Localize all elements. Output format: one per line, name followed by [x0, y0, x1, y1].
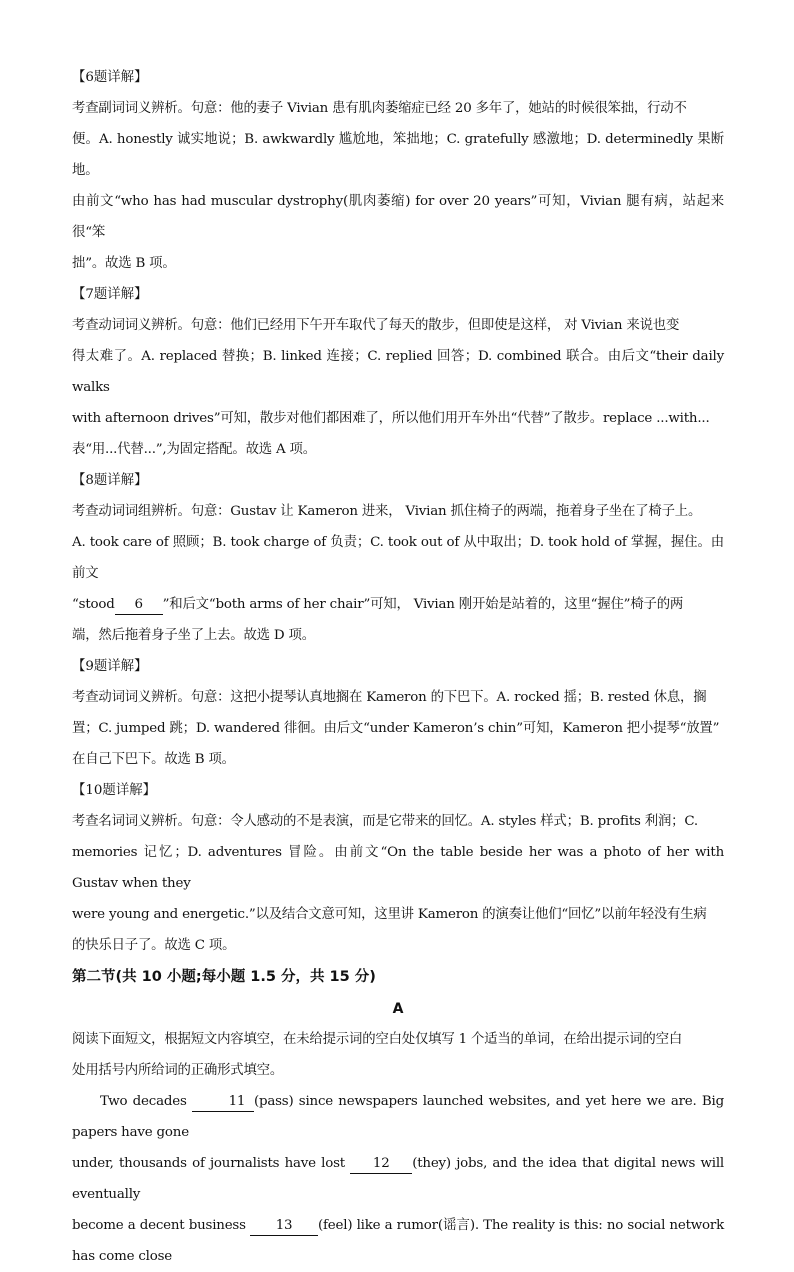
passage-line-1 — [72, 1086, 724, 1148]
answer-blank-13: 13 — [250, 1217, 318, 1236]
passage-line-2-post: (they) jobs, and the idea that digital news will eventually — [72, 1156, 724, 1202]
document-page — [72, 62, 724, 1272]
instructions-line-2: 处用括号内所给词的正确形式填空。 — [72, 1063, 284, 1078]
q8-line-3 — [72, 589, 724, 620]
instructions-line-1: 阅读下面短文，根据短文内容填空，在未给提示词的空白处仅填写 1 个适当的单词，在给出提示词的空白 — [72, 1032, 683, 1047]
q9-line-3: 在自己下巴下。故选 B 项。 — [72, 752, 235, 767]
q6-heading: 【6题详解】 — [72, 70, 148, 85]
passage-line-1-post: (pass) since newspapers launched websites, and yet here we are. Big papers have gone — [72, 1094, 724, 1140]
q8-line-1: 考查动词词组辨析。句意：Gustav 让 Kameron 进来， Vivian 抓住椅子的两端，拖着身子坐在了椅子上。 — [72, 504, 702, 519]
q10-heading: 【10题详解】 — [72, 783, 156, 798]
q9-line-2: 置；C. jumped 跳；D. wandered 徘徊。由后文“under Kameron’s chin”可知，Kameron 把小提琴“放置” — [72, 721, 720, 736]
q7-line-2: 得太难了。A. replaced 替换；B. linked 连接；C. replied 回答；D. combined 联合。由后文“their daily walks — [72, 349, 724, 395]
answer-blank-12: 12 — [350, 1155, 412, 1174]
q7-line-4: 表“用...代替...”,为固定搭配。故选 A 项。 — [72, 442, 316, 457]
q6-line-2: 便。A. honestly 诚实地说；B. awkwardly 尴尬地，笨拙地；C. gratefully 感激地；D. determinedly 果断地。 — [72, 132, 724, 178]
q10-line-1: 考查名词词义辨析。句意：令人感动的不是表演，而是它带来的回忆。A. styles 样式；B. profits 利润；C. — [72, 814, 698, 829]
q8-line-3-post: ”和后文“both arms of her chair”可知， Vivian 刚开始是站着的，这里“握住”椅子的两 — [162, 597, 684, 612]
q9-line-1: 考查动词词义辨析。句意：这把小提琴认真地搁在 Kameron 的下巴下。A. rocked 摇；B. rested 休息，搁 — [72, 690, 707, 705]
part-label: A — [392, 1001, 404, 1017]
q7-heading: 【7题详解】 — [72, 287, 148, 302]
answer-blank-6: 6 — [115, 596, 163, 615]
q8-line-4: 端，然后拖着身子坐了上去。故选 D 项。 — [72, 628, 315, 643]
q6-line-3: 由前文“who has had muscular dystrophy(肌肉萎缩) for over 20 years”可知，Vivian 腿有病，站起来很“笨 — [72, 194, 724, 240]
answer-blank-11: 11 — [192, 1093, 254, 1112]
q8-line-3-pre: “stood — [72, 597, 115, 612]
passage-line-2-pre: under, thousands of journalists have lost — [72, 1156, 351, 1171]
q10-line-3: were young and energetic.”以及结合文意可知，这里讲 Kameron 的演奏让他们“回忆”以前年轻没有生病 — [72, 907, 707, 922]
passage-line-3-pre: become a decent business — [72, 1218, 251, 1233]
q8-line-2: A. took care of 照顾；B. took charge of 负责；C. took out of 从中取出；D. took hold of 掌握，握住。由前文 — [72, 535, 724, 581]
q10-line-4: 的快乐日子了。故选 C 项。 — [72, 938, 236, 953]
q6-line-4: 拙”。故选 B 项。 — [72, 256, 176, 271]
passage-line-3-post: (feel) like a rumor(谣言). The reality is this: no social network has come close — [72, 1218, 724, 1264]
passage-line-3 — [72, 1210, 724, 1272]
q6-line-1: 考查副词词义辨析。句意：他的妻子 Vivian 患有肌肉萎缩症已经 20 多年了，她站的时候很笨拙，行动不 — [72, 101, 687, 116]
q8-heading: 【8题详解】 — [72, 473, 148, 488]
passage-line-1-pre: Two decades — [100, 1094, 192, 1109]
section-title: 第二节(共 10 小题;每小题 1.5 分，共 15 分) — [72, 969, 376, 985]
q9-heading: 【9题详解】 — [72, 659, 148, 674]
q7-line-1: 考查动词词义辨析。句意：他们已经用下午开车取代了每天的散步，但即使是这样， 对 Vivian 来说也变 — [72, 318, 680, 333]
q7-line-3: with afternoon drives”可知，散步对他们都困难了，所以他们用开车外出“代替”了散步。replace ...with... — [72, 411, 710, 426]
passage-line-2 — [72, 1148, 724, 1210]
q10-line-2: memories 记忆；D. adventures 冒险。由前文“On the table beside her was a photo of her with Gustav when they — [72, 845, 724, 891]
